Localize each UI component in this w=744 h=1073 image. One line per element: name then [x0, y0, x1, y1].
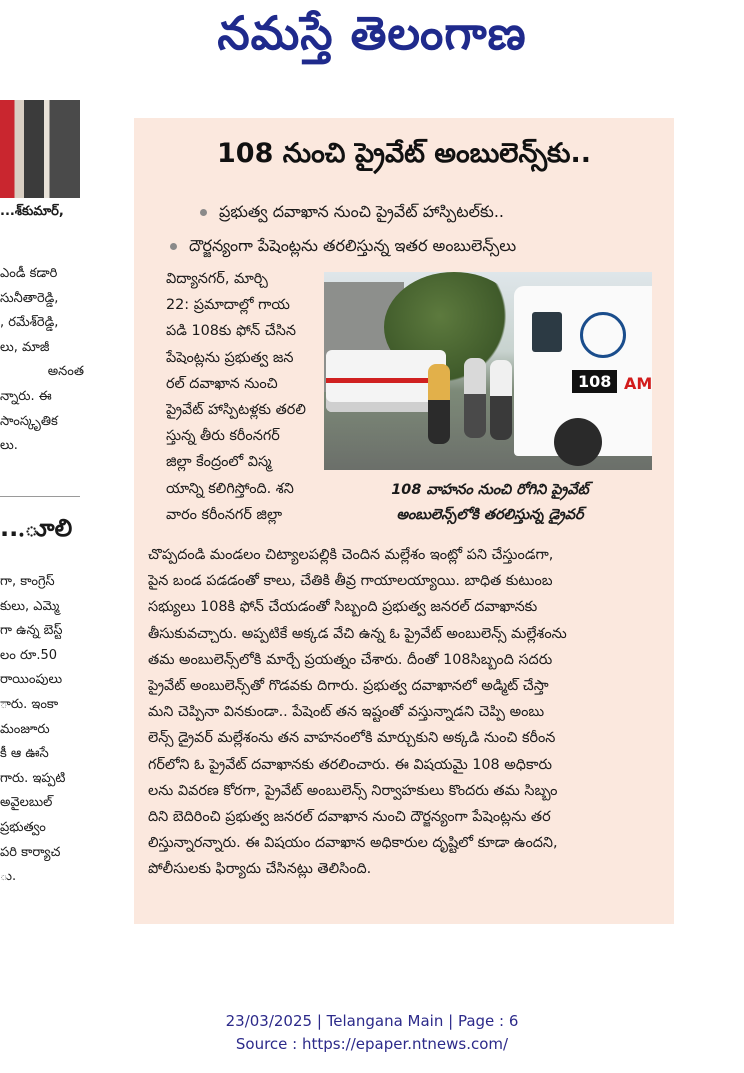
left-line: గారు. ఇప్పటి: [0, 770, 66, 786]
bullet-dot-icon: [200, 209, 207, 216]
body-line: లను వివరణ కోరగా, ప్రైవేట్ అంబులెన్స్ నిర్వాహకులు కొందరు తమ సిబ్బం: [148, 782, 558, 799]
article-box: [134, 118, 674, 924]
body-line: ప్రైవేట్ అంబులెన్స్‌తో గొడవకు దిగారు. ప్రభుత్వ దవాఖానలో అడ్మిట్ చేస్తా: [148, 678, 549, 695]
intro-line: పడి 108కు ఫోన్ చేసిన: [166, 323, 296, 340]
photo-person: [464, 358, 486, 438]
left-line: పరి కార్యాచ: [0, 844, 61, 860]
intro-line: జిల్లా కేంద్రంలో విస్మ: [166, 454, 272, 471]
intro-line: స్తున్న తీరు కరీంనగర్: [166, 428, 280, 445]
body-line: గర్‌లోని ఓ ప్రైవేట్ దవాఖానకు తరలించారు. ఈ విషయమై 108 అధికారు: [148, 756, 552, 773]
left-line: గా ఉన్న బెస్ట్: [0, 623, 63, 639]
intro-line: ప్రైవేట్ హాస్పిటళ్లకు తరలి: [166, 402, 306, 419]
intro-line: విద్యానగర్, మార్చి: [166, 271, 268, 287]
left-line: అవైలబుల్: [0, 795, 53, 811]
left-text-block-2: [0, 570, 84, 890]
bullet-point: [170, 236, 516, 259]
masthead-logo: నమస్తే తెలంగాణ: [217, 6, 527, 60]
left-line: లు.: [0, 438, 18, 454]
intro-line: వారం కరీంనగర్ జిల్లా: [166, 506, 283, 523]
body-line: సభ్యులు 108కి ఫోన్ చేయడంతో సిబ్బంది ప్రభుత్వ జనరల్ దవాఖానకు: [148, 599, 538, 616]
left-photo-caption: ...శ్‌కుమార్,: [0, 204, 64, 219]
ambulance-photo: [324, 272, 652, 470]
page-footer: [0, 1010, 744, 1056]
left-photo-fragment: [0, 100, 80, 198]
emblem-icon: [580, 312, 626, 358]
photo-caption-line: 108 వాహనం నుంచి రోగిని ప్రైవేట్: [391, 482, 589, 498]
left-column-fragment: [0, 100, 84, 930]
left-heading-fragment: ...ూలి: [0, 514, 73, 542]
footer-date-edition: 23/03/2025 | Telangana Main | Page : 6: [225, 1012, 519, 1030]
left-line: ఎండీ కడారి: [0, 266, 58, 281]
photo-caption-line: అంబులెన్స్‌లోకి తరలిస్తున్న డ్రైవర్: [396, 507, 584, 523]
left-line: లం రూ.50: [0, 647, 58, 663]
left-line: సాంస్కృతిక: [0, 413, 58, 429]
article-body: [148, 542, 660, 883]
article-intro-column: [166, 266, 322, 528]
left-line: న్నారు. ఈ: [0, 388, 52, 404]
photo-ambulance-108: [514, 286, 652, 456]
bullet-dot-icon: [170, 243, 177, 250]
left-line: కులు, ఎమ్మె: [0, 598, 60, 614]
left-line: ప్రభుత్వం: [0, 819, 46, 835]
article-headline: 108 నుంచి ప్రైవేట్ అంబులెన్స్‌కు..: [217, 138, 591, 169]
left-line: గా, కాంగ్రెస్: [0, 574, 55, 589]
ambulance-side-text: AM: [624, 374, 652, 393]
body-line: పైన బండ పడడంతో కాలు, చేతికి తీవ్ర గాయాలయ్యాయి. బాధిత కుటుంబ: [148, 573, 553, 590]
left-line: అనంత: [47, 364, 84, 380]
intro-line: రల్ దవాఖాన నుంచి: [166, 375, 278, 392]
left-line: మంజూరు: [0, 721, 50, 737]
left-divider: [0, 496, 80, 497]
left-line: ారు. ఇంకా: [0, 696, 59, 712]
intro-line: యాన్ని కలిగిస్తోంది. శని: [166, 480, 294, 497]
body-line: తమ అంబులెన్స్‌లోకి మార్చే ప్రయత్నం చేశారు. దీంతో 108సిబ్బంది సదరు: [148, 651, 553, 668]
body-line: చొప్పదండి మండలం చిట్యాలపల్లికి చెందిన మల్లేశం ఇంట్లో పని చేస్తుండగా,: [148, 547, 554, 563]
left-text-block-1: [0, 262, 84, 459]
bullet-text: దౌర్జన్యంగా పేషెంట్లను తరలిస్తున్న ఇతర అంబులెన్స్‌లు: [189, 236, 517, 255]
left-line: లు, మాజీ: [0, 339, 50, 355]
body-line: పోలీసులకు ఫిర్యాదు చేసినట్లు తెలిసింది.: [148, 861, 372, 878]
ambulance-number: 108: [572, 370, 617, 393]
body-line: తీసుకువచ్చారు. అప్పటికే అక్కడ వేచి ఉన్న ఓ ప్రైవేట్ అంబులెన్స్ మల్లేశంను: [148, 625, 567, 642]
intro-line: పేషెంట్లను ప్రభుత్వ జన: [166, 349, 294, 366]
photo-person: [428, 364, 450, 444]
photo-person: [490, 360, 512, 440]
left-line: సునీతారెడ్డి,: [0, 290, 59, 306]
left-line: , రమేశ్‌రెడ్డి,: [0, 315, 59, 331]
body-line: మని చెప్పినా వినకుండా.. పేషెంట్ తన ఇష్టంతో వస్తున్నాడని చెప్పి అంబు: [148, 704, 545, 721]
left-line: కీ ఆ ఊసే: [0, 746, 49, 762]
left-line: ు.: [0, 869, 17, 885]
intro-line: 22: ప్రమాదాల్లో గాయ: [166, 297, 290, 314]
body-line: దిని బెదిరించి ప్రభుత్వ జనరల్ దవాఖాన నుంచి దౌర్జన్యంగా పేషెంట్లను తర: [148, 809, 551, 826]
body-line: లిస్తున్నారన్నారు. ఈ విషయం దవాఖాన అధికారుల దృష్టిలో కూడా ఉందని,: [148, 835, 558, 852]
bullet-text: ప్రభుత్వ దవాఖాన నుంచి ప్రైవేట్ హాస్పిటల్‌కు..: [219, 202, 505, 221]
footer-source-link[interactable]: Source : https://epaper.ntnews.com/: [235, 1035, 509, 1053]
body-line: లెన్స్ డ్రైవర్ మల్లేశంను తన వాహనంలోకి మార్చుకుని అక్కడి నుంచి కరీంన: [148, 730, 556, 747]
left-line: రాయింపులు: [0, 672, 63, 688]
photo-caption: [330, 478, 650, 528]
bullet-point: [200, 202, 504, 225]
